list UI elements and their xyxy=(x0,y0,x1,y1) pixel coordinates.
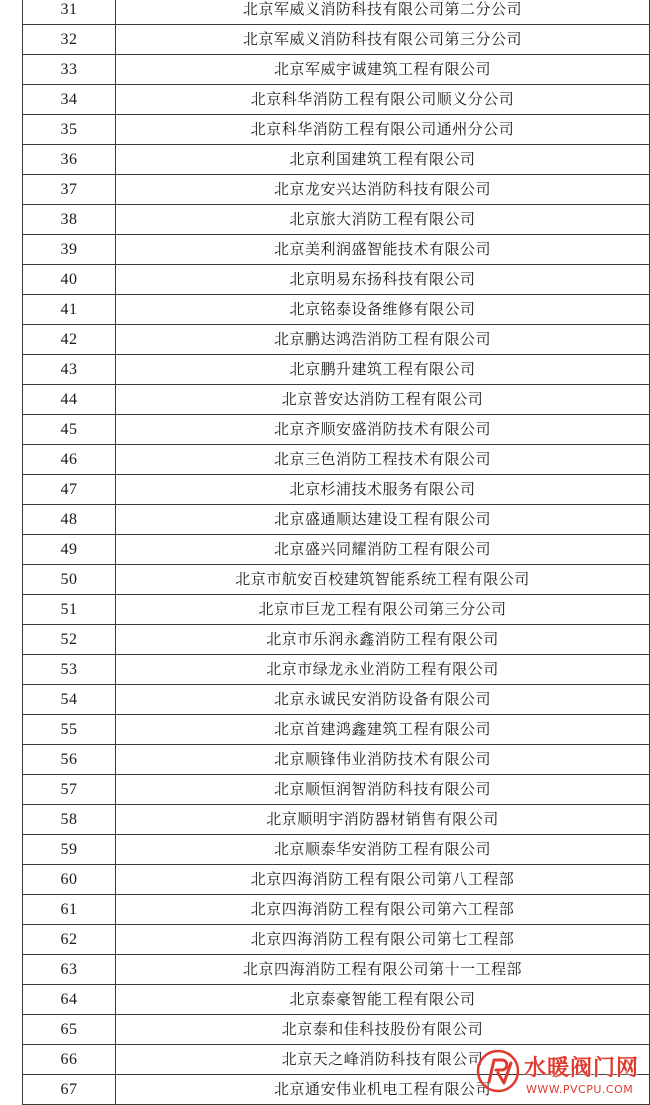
pvcpu-logo-icon xyxy=(476,1049,520,1093)
table-row xyxy=(23,25,650,55)
row-number: 62 xyxy=(23,925,116,955)
company-name: 北京市巨龙工程有限公司第三分公司 xyxy=(116,595,650,625)
table-row xyxy=(23,715,650,745)
table-row xyxy=(23,445,650,475)
company-name: 北京四海消防工程有限公司第十一工程部 xyxy=(116,955,650,985)
row-number: 33 xyxy=(23,55,116,85)
company-name: 北京首建鸿鑫建筑工程有限公司 xyxy=(116,715,650,745)
row-number: 50 xyxy=(23,565,116,595)
row-number: 60 xyxy=(23,865,116,895)
table-row xyxy=(23,805,650,835)
row-number: 31 xyxy=(23,0,116,25)
row-number: 54 xyxy=(23,685,116,715)
row-number: 65 xyxy=(23,1015,116,1045)
row-number: 66 xyxy=(23,1045,116,1075)
row-number: 61 xyxy=(23,895,116,925)
company-name: 北京鹏达鸿浩消防工程有限公司 xyxy=(116,325,650,355)
company-name: 北京市乐润永鑫消防工程有限公司 xyxy=(116,625,650,655)
company-name: 北京铭泰设备维修有限公司 xyxy=(116,295,650,325)
watermark-url: WWW.PVCPU.COM xyxy=(526,1083,634,1096)
table-row xyxy=(23,85,650,115)
table-row xyxy=(23,565,650,595)
company-name: 北京市航安百校建筑智能系统工程有限公司 xyxy=(116,565,650,595)
table-row xyxy=(23,625,650,655)
company-table-body xyxy=(23,0,650,1105)
table-row xyxy=(23,505,650,535)
table-row xyxy=(23,325,650,355)
company-name: 北京永诚民安消防设备有限公司 xyxy=(116,685,650,715)
company-name: 北京普安达消防工程有限公司 xyxy=(116,385,650,415)
company-name: 北京顺明宇消防器材销售有限公司 xyxy=(116,805,650,835)
company-name: 北京泰和佳科技股份有限公司 xyxy=(116,1015,650,1045)
row-number: 67 xyxy=(23,1075,116,1105)
company-name: 北京盛通顺达建设工程有限公司 xyxy=(116,505,650,535)
watermark-title: 水暖阀门网 xyxy=(524,1056,640,1081)
company-name: 北京四海消防工程有限公司第六工程部 xyxy=(116,895,650,925)
table-row xyxy=(23,385,650,415)
row-number: 57 xyxy=(23,775,116,805)
row-number: 40 xyxy=(23,265,116,295)
row-number: 38 xyxy=(23,205,116,235)
row-number: 37 xyxy=(23,175,116,205)
row-number: 49 xyxy=(23,535,116,565)
row-number: 52 xyxy=(23,625,116,655)
table-row xyxy=(23,145,650,175)
table-row xyxy=(23,835,650,865)
company-name: 北京齐顺安盛消防技术有限公司 xyxy=(116,415,650,445)
company-name: 北京旅大消防工程有限公司 xyxy=(116,205,650,235)
site-watermark xyxy=(476,1047,650,1103)
row-number: 64 xyxy=(23,985,116,1015)
table-row xyxy=(23,235,650,265)
table-row xyxy=(23,415,650,445)
table-row xyxy=(23,1015,650,1045)
company-name: 北京泰豪智能工程有限公司 xyxy=(116,985,650,1015)
table-row xyxy=(23,205,650,235)
table-row xyxy=(23,955,650,985)
table-row xyxy=(23,775,650,805)
table-row xyxy=(23,295,650,325)
table-row xyxy=(23,655,650,685)
company-name: 北京军威义消防科技有限公司第三分公司 xyxy=(116,25,650,55)
row-number: 45 xyxy=(23,415,116,445)
row-number: 36 xyxy=(23,145,116,175)
table-row xyxy=(23,475,650,505)
company-name: 北京明易东扬科技有限公司 xyxy=(116,265,650,295)
row-number: 39 xyxy=(23,235,116,265)
table-row xyxy=(23,535,650,565)
row-number: 48 xyxy=(23,505,116,535)
row-number: 53 xyxy=(23,655,116,685)
row-number: 44 xyxy=(23,385,116,415)
company-name: 北京顺锋伟业消防技术有限公司 xyxy=(116,745,650,775)
table-row xyxy=(23,265,650,295)
company-name: 北京四海消防工程有限公司第八工程部 xyxy=(116,865,650,895)
table-row xyxy=(23,355,650,385)
table-row xyxy=(23,595,650,625)
row-number: 58 xyxy=(23,805,116,835)
row-number: 43 xyxy=(23,355,116,385)
row-number: 32 xyxy=(23,25,116,55)
row-number: 35 xyxy=(23,115,116,145)
company-name: 北京顺恒润智消防科技有限公司 xyxy=(116,775,650,805)
company-name: 北京龙安兴达消防科技有限公司 xyxy=(116,175,650,205)
row-number: 63 xyxy=(23,955,116,985)
row-number: 55 xyxy=(23,715,116,745)
table-row xyxy=(23,115,650,145)
company-table xyxy=(22,0,650,1105)
row-number: 46 xyxy=(23,445,116,475)
company-name: 北京科华消防工程有限公司通州分公司 xyxy=(116,115,650,145)
row-number: 59 xyxy=(23,835,116,865)
row-number: 41 xyxy=(23,295,116,325)
company-name: 北京军威宇诚建筑工程有限公司 xyxy=(116,55,650,85)
table-row xyxy=(23,175,650,205)
company-name: 北京军威义消防科技有限公司第二分公司 xyxy=(116,0,650,25)
company-name: 北京美利润盛智能技术有限公司 xyxy=(116,235,650,265)
company-name: 北京顺泰华安消防工程有限公司 xyxy=(116,835,650,865)
table-row xyxy=(23,55,650,85)
table-row xyxy=(23,895,650,925)
table-row xyxy=(23,925,650,955)
row-number: 56 xyxy=(23,745,116,775)
row-number: 34 xyxy=(23,85,116,115)
row-number: 51 xyxy=(23,595,116,625)
company-name: 北京市绿龙永业消防工程有限公司 xyxy=(116,655,650,685)
company-name: 北京杉浦技术服务有限公司 xyxy=(116,475,650,505)
table-row xyxy=(23,985,650,1015)
table-row xyxy=(23,0,650,25)
company-name: 北京鹏升建筑工程有限公司 xyxy=(116,355,650,385)
row-number: 42 xyxy=(23,325,116,355)
company-name: 北京通安伟业机电工程有限公司 xyxy=(116,1075,650,1105)
company-name: 北京天之峰消防科技有限公司 xyxy=(116,1045,650,1075)
company-name: 北京利国建筑工程有限公司 xyxy=(116,145,650,175)
row-number: 47 xyxy=(23,475,116,505)
company-name: 北京四海消防工程有限公司第七工程部 xyxy=(116,925,650,955)
table-row xyxy=(23,685,650,715)
company-name: 北京三色消防工程技术有限公司 xyxy=(116,445,650,475)
table-row xyxy=(23,865,650,895)
company-name: 北京盛兴同耀消防工程有限公司 xyxy=(116,535,650,565)
table-row xyxy=(23,745,650,775)
company-name: 北京科华消防工程有限公司顺义分公司 xyxy=(116,85,650,115)
